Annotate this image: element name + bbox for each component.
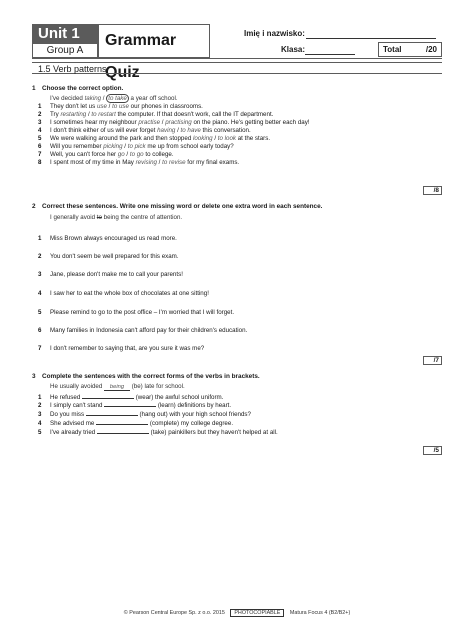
item-number: 4 <box>38 420 42 427</box>
item-text: Miss Brown always encouraged us read more. <box>50 235 177 242</box>
example-text: being the centre of attention. <box>101 214 183 221</box>
photocopiable-badge: PHOTOCOPIABLE <box>230 609 284 617</box>
option-separator: / <box>101 95 107 102</box>
option-2[interactable]: to revise <box>162 159 186 166</box>
item-text <box>50 427 278 437</box>
list-item <box>38 103 203 111</box>
total-label: Total <box>383 45 402 54</box>
exercise-number: 1 <box>32 85 36 92</box>
exercise-2-heading <box>32 203 322 210</box>
list-item <box>38 143 234 151</box>
option-2[interactable]: to have <box>180 127 201 134</box>
copyright: © Pearson Central Europe Sp. z o.o. 2015 <box>123 610 225 616</box>
class-field[interactable] <box>305 54 355 55</box>
answer-blank[interactable] <box>86 409 138 416</box>
example-option-2-circled: to take <box>108 95 127 102</box>
item-text <box>50 119 310 127</box>
list-item <box>38 135 270 143</box>
list-item <box>38 127 251 135</box>
unit-label: Unit 1 <box>32 24 98 44</box>
list-item <box>38 119 310 127</box>
example-text: a year off school. <box>128 95 178 102</box>
item-text-pre: I simply can't stand <box>50 402 105 409</box>
option-1[interactable]: restarting <box>60 111 87 118</box>
item-text <box>50 103 203 111</box>
exercise-2-score: /7 <box>423 356 442 365</box>
item-text-post: for my final exams. <box>185 159 240 166</box>
item-number: 1 <box>38 235 42 242</box>
option-2[interactable]: practising <box>165 119 192 126</box>
option-separator: / <box>175 127 181 134</box>
option-2[interactable]: to pick <box>127 143 146 150</box>
item-text-post: (complete) my college degree. <box>148 420 234 427</box>
option-separator: / <box>156 159 163 166</box>
list-item <box>38 151 174 159</box>
item-text-pre: They don't let us <box>50 103 97 110</box>
item-text-pre: I sometimes hear my neighbour <box>50 119 139 126</box>
option-1[interactable]: go <box>117 151 125 158</box>
name-field[interactable] <box>306 38 436 39</box>
option-2[interactable]: to look <box>217 135 236 142</box>
section-title: 1.5 Verb patterns <box>32 62 442 74</box>
option-2[interactable]: to use <box>112 103 129 110</box>
item-number: 7 <box>38 151 42 158</box>
item-number: 5 <box>38 135 42 142</box>
book-title: Matura Focus 4 (B2/B2+) <box>289 610 351 616</box>
exercise-3-score: /5 <box>423 446 442 455</box>
item-text: I saw her to eat the whole box of chocolates at one sitting! <box>50 290 209 297</box>
option-separator: / <box>124 151 130 158</box>
item-text-post: our phones in classrooms. <box>128 103 203 110</box>
item-text <box>50 143 234 151</box>
option-separator: / <box>160 119 166 126</box>
item-text <box>50 159 239 167</box>
option-1[interactable]: picking <box>103 143 123 150</box>
item-text <box>50 111 273 119</box>
exercise-1-heading <box>32 85 123 92</box>
item-text-post: (wear) the awful school uniform. <box>134 394 224 401</box>
answer-blank[interactable] <box>96 418 148 425</box>
item-number: 5 <box>38 309 42 316</box>
item-text-pre: I've already tried <box>50 429 97 436</box>
answer-blank[interactable] <box>97 427 149 434</box>
item-text: You don't seem be well prepared for this exam. <box>50 253 179 260</box>
exercise-1-score: /8 <box>423 186 442 195</box>
item-number: 1 <box>38 394 42 401</box>
exercise-instruction: Complete the sentences with the correct forms of the verbs in brackets. <box>42 373 260 380</box>
item-number: 7 <box>38 345 42 352</box>
item-number: 3 <box>38 119 42 126</box>
item-number: 4 <box>38 290 42 297</box>
group-label: Group A <box>32 44 98 58</box>
item-number: 6 <box>38 327 42 334</box>
item-number: 6 <box>38 143 42 150</box>
item-text-pre: He refused <box>50 394 82 401</box>
item-text-pre: I spent most of my time in May <box>50 159 136 166</box>
exercise-3-heading <box>32 373 260 380</box>
option-2[interactable]: to restart <box>91 111 116 118</box>
exercise-instruction: Correct these sentences. Write one missing word or delete one extra word in each sentence. <box>42 203 323 210</box>
item-text-pre: Try <box>50 111 61 118</box>
option-separator: / <box>106 103 113 110</box>
example-text: I generally avoid <box>50 214 97 221</box>
item-number: 2 <box>38 402 42 409</box>
exercise-2-example <box>38 214 182 222</box>
item-text: I don't remember to saying that, are you sure it was me? <box>50 345 205 352</box>
item-text: Jane, please don't make me to call your parents! <box>50 271 183 278</box>
item-text-pre: We were walking around the park and then stopped <box>50 135 193 142</box>
list-item <box>38 235 177 243</box>
exercise-1-example <box>38 95 178 103</box>
option-1[interactable]: looking <box>192 135 213 142</box>
option-1[interactable]: having <box>157 127 176 134</box>
item-text-post: to college. <box>143 151 174 158</box>
list-item <box>38 309 234 317</box>
list-item <box>38 290 209 298</box>
item-text-pre: Will you remember <box>50 143 104 150</box>
example-option-1: taking <box>84 95 102 102</box>
option-separator: / <box>86 111 92 118</box>
item-number: 1 <box>38 103 42 110</box>
item-text-post: (take) painkillers but they haven't helped at all. <box>148 429 278 436</box>
page-footer <box>0 609 474 617</box>
item-number: 4 <box>38 127 42 134</box>
example-struck-word: to <box>96 214 102 221</box>
item-number: 8 <box>38 159 42 166</box>
example-text: He usually avoided <box>50 383 105 390</box>
item-text <box>50 151 174 159</box>
item-text: Many families in Indonesia can't afford pay for their children's education. <box>50 327 248 334</box>
item-number: 5 <box>38 429 42 436</box>
example-answer: being <box>104 384 130 391</box>
item-text-pre: She advised me <box>50 420 97 427</box>
exercise-number: 2 <box>32 203 36 210</box>
list-item <box>38 327 247 335</box>
option-1[interactable]: use <box>96 103 107 110</box>
exercise-3-example <box>38 383 185 391</box>
option-separator: / <box>122 143 128 150</box>
list-item <box>38 111 273 119</box>
example-text: (be) late for school. <box>130 383 185 390</box>
option-1[interactable]: revising <box>135 159 157 166</box>
item-text-post: the computer. If that doesn't work, call the IT department. <box>115 111 274 118</box>
item-number: 3 <box>38 411 42 418</box>
item-text-post: on the piano. He's getting better each day! <box>191 119 310 126</box>
page-title: Grammar Quiz <box>98 24 210 58</box>
item-number: 2 <box>38 253 42 260</box>
item-number: 2 <box>38 111 42 118</box>
item-text-post: at the stars. <box>236 135 271 142</box>
item-text-pre: I don't think either of us will ever forget <box>50 127 158 134</box>
list-item <box>38 345 204 353</box>
answer-blank[interactable] <box>82 392 134 399</box>
name-label: Imię i nazwisko: <box>244 29 305 38</box>
item-text-post: (hang out) with your high school friends? <box>137 411 251 418</box>
item-text-pre: Well, you can't force her <box>50 151 118 158</box>
list-item <box>38 253 179 261</box>
item-text-post: this conversation. <box>200 127 251 134</box>
item-text <box>50 127 251 135</box>
list-item <box>38 427 278 437</box>
item-text <box>50 135 270 143</box>
exercise-number: 3 <box>32 373 36 380</box>
option-separator: / <box>212 135 218 142</box>
item-text: Please remind to go to the post office – I'm worried that I will forget. <box>50 309 235 316</box>
list-item <box>38 271 183 279</box>
item-text-pre: Do you miss <box>50 411 86 418</box>
exercise-instruction: Choose the correct option. <box>42 85 124 92</box>
answer-blank[interactable] <box>104 400 156 407</box>
class-label: Klasa: <box>281 45 306 54</box>
item-number: 3 <box>38 271 42 278</box>
header-divider <box>32 58 442 59</box>
item-text-post: me up from school early today? <box>145 143 234 150</box>
option-2[interactable]: to go <box>129 151 144 158</box>
option-1[interactable]: practise <box>138 119 161 126</box>
list-item <box>38 159 239 167</box>
item-text-post: (learn) definitions by heart. <box>156 402 232 409</box>
example-text: I've decided <box>50 95 85 102</box>
total-score-box <box>378 42 442 57</box>
total-score: /20 <box>425 45 437 54</box>
